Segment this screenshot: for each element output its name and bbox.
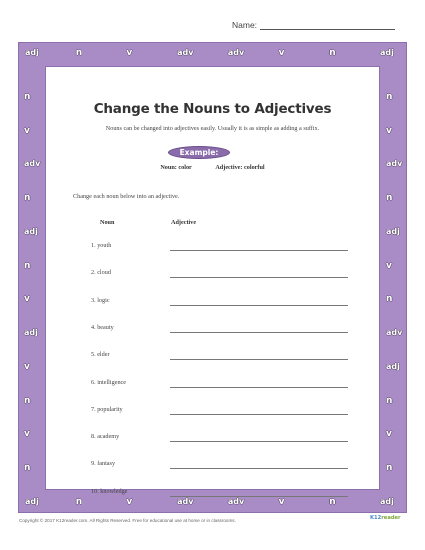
adjective-answer-line[interactable]: [170, 250, 348, 251]
border-tile-adv: adv: [227, 48, 245, 57]
noun-item: 9. fantasy: [91, 460, 116, 468]
adjective-answer-line[interactable]: [170, 441, 348, 442]
border-tile-n: n: [24, 193, 31, 204]
border-tile-v: v: [24, 294, 30, 305]
border-tile-v: v: [24, 361, 30, 372]
noun-item: 2. cloud: [91, 269, 111, 277]
border-tile-adj: adj: [380, 48, 394, 57]
border-tile-n: n: [386, 92, 393, 102]
name-label: Name:: [232, 20, 258, 30]
border-tile-v: v: [386, 260, 392, 271]
border-tile-n: n: [386, 463, 393, 473]
example-line: [46, 164, 379, 171]
logo-k12: K12: [370, 515, 382, 521]
border-tile-v: v: [126, 48, 133, 58]
adjective-answer-line[interactable]: [170, 359, 348, 360]
noun-item: 4. beauty: [91, 323, 114, 331]
border-tile-adv: adv: [177, 497, 194, 506]
adjective-answer-line[interactable]: [170, 468, 348, 469]
example-adjective: Adjective: colorful: [215, 164, 265, 171]
border-tile-adj: adj: [24, 328, 38, 338]
name-line[interactable]: [260, 21, 395, 30]
border-tile-n: n: [386, 294, 393, 305]
border-tile-v: v: [24, 429, 30, 440]
border-tile-n: n: [386, 193, 393, 204]
border-tile-v: v: [386, 429, 392, 440]
border-tile-adj: adj: [386, 226, 400, 236]
name-field: [232, 20, 395, 30]
border-tile-adj: adj: [25, 497, 39, 506]
border-tile-v: v: [278, 497, 285, 507]
border-tile-v: v: [24, 125, 30, 136]
border-tile-v: v: [126, 497, 133, 507]
noun-item: 3. logic: [91, 296, 110, 304]
border-tile-n: n: [24, 463, 31, 473]
border-tile-n: n: [386, 395, 393, 406]
border-tile-n: n: [75, 48, 83, 58]
copyright-text: Copyright © 2017 K12reader.com. All Rights Reserved. Free for educational use at home or in classrooms.: [19, 518, 236, 523]
border-tile-n: n: [329, 497, 336, 507]
border-tile-adv: adv: [386, 328, 403, 338]
intro-text: Nouns can be changed into adjectives easily. Usually it is as simple as adding a suffix.: [105, 125, 320, 132]
noun-column-header: Noun: [100, 219, 115, 226]
logo-reader: reader: [381, 515, 401, 521]
noun-item: 8. academy: [91, 433, 120, 441]
border-tile-adj: adj: [25, 48, 39, 57]
adjective-answer-line[interactable]: [170, 414, 348, 415]
border-tile-adv: adv: [177, 48, 194, 57]
noun-item: 5. elder: [91, 351, 110, 359]
noun-item: 7. popularity: [91, 405, 123, 413]
worksheet-title: Change the Nouns to Adjectives: [93, 101, 332, 117]
noun-item: 6. intelligence: [91, 378, 127, 386]
border-tile-v: v: [386, 125, 392, 136]
adjective-answer-line[interactable]: [170, 305, 348, 306]
instructions: Change each noun below into an adjective.: [73, 193, 180, 200]
border-tile-adj: adj: [386, 361, 400, 371]
example-badge: Example:: [168, 146, 230, 159]
adjective-answer-line[interactable]: [170, 496, 348, 497]
adjective-answer-line[interactable]: [170, 387, 348, 388]
border-tile-adv: adv: [386, 159, 403, 169]
border-tile-n: n: [24, 92, 31, 102]
border-tile-adj: adj: [380, 497, 394, 506]
k12reader-logo: [370, 515, 401, 521]
border-tile-n: n: [329, 48, 336, 58]
border-tile-v: v: [278, 48, 285, 58]
noun-item: 10. knowledge: [91, 487, 128, 495]
border-tile-n: n: [24, 260, 31, 271]
border-tile-adv: adv: [227, 497, 245, 506]
border-tile-adj: adj: [24, 226, 38, 236]
border-tile-adv: adv: [24, 159, 41, 169]
adjective-answer-line[interactable]: [170, 332, 348, 333]
border-tile-n: n: [75, 497, 83, 507]
adjective-column-header: Adjective: [171, 219, 197, 226]
example-noun: Noun: color: [160, 164, 192, 171]
adjective-answer-line[interactable]: [170, 277, 348, 278]
border-tile-n: n: [24, 395, 31, 406]
worksheet-panel: [45, 66, 380, 495]
noun-item: 1. youth: [91, 242, 112, 249]
worksheet-border: [18, 42, 407, 513]
